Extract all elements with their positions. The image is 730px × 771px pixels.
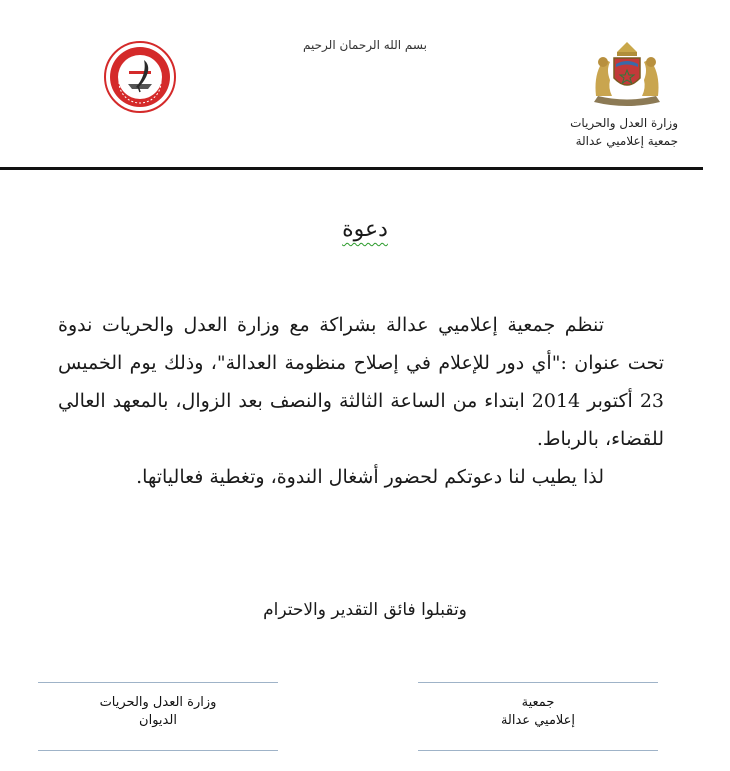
signature-association-label: جمعية [521,695,555,710]
header-org-association: جمعية إعلاميي عدالة [575,134,678,148]
header-org-ministry: وزارة العدل والحريات [570,116,678,130]
signature-bottom-line-left [38,750,278,751]
signature-top-line-right [418,682,658,683]
signature-association-name: إعلاميي عدالة [500,713,576,728]
signature-association [418,694,658,730]
document-body [58,306,664,496]
signature-ministry [38,694,278,730]
header-divider [0,167,703,170]
basmala: بسم الله الرحمان الرحيم [303,38,427,52]
signature-ministry-office: الديوان [139,713,177,728]
body-paragraph-1: تنظم جمعية إعلاميي عدالة بشراكة مع وزارة العدل والحريات ندوة تحت عنوان :"أي دور للإعلام في إصلاح منظومة العدالة"، وذلك يوم الخميس 23 أكتوبر 2014 ابتداء من الساعة الثالثة والنصف بعد الزوال، بالمعهد العالي للقضاء، بالرباط. [58,314,665,450]
association-seal-logo-icon [100,40,180,114]
coat-of-arms-icon [586,36,668,110]
closing-line: وتقبلوا فائق التقدير والاحترام [263,600,467,620]
signature-ministry-name: وزارة العدل والحريات [99,695,217,710]
body-paragraph-2: لذا يطيب لنا دعوتكم لحضور أشغال الندوة، وتغطية فعالياتها. [136,466,604,488]
signature-bottom-line-right [418,750,658,751]
signature-top-line-left [38,682,278,683]
header-organization [478,114,678,150]
document-title-text: دعوة [342,217,388,242]
document-title [0,217,730,242]
